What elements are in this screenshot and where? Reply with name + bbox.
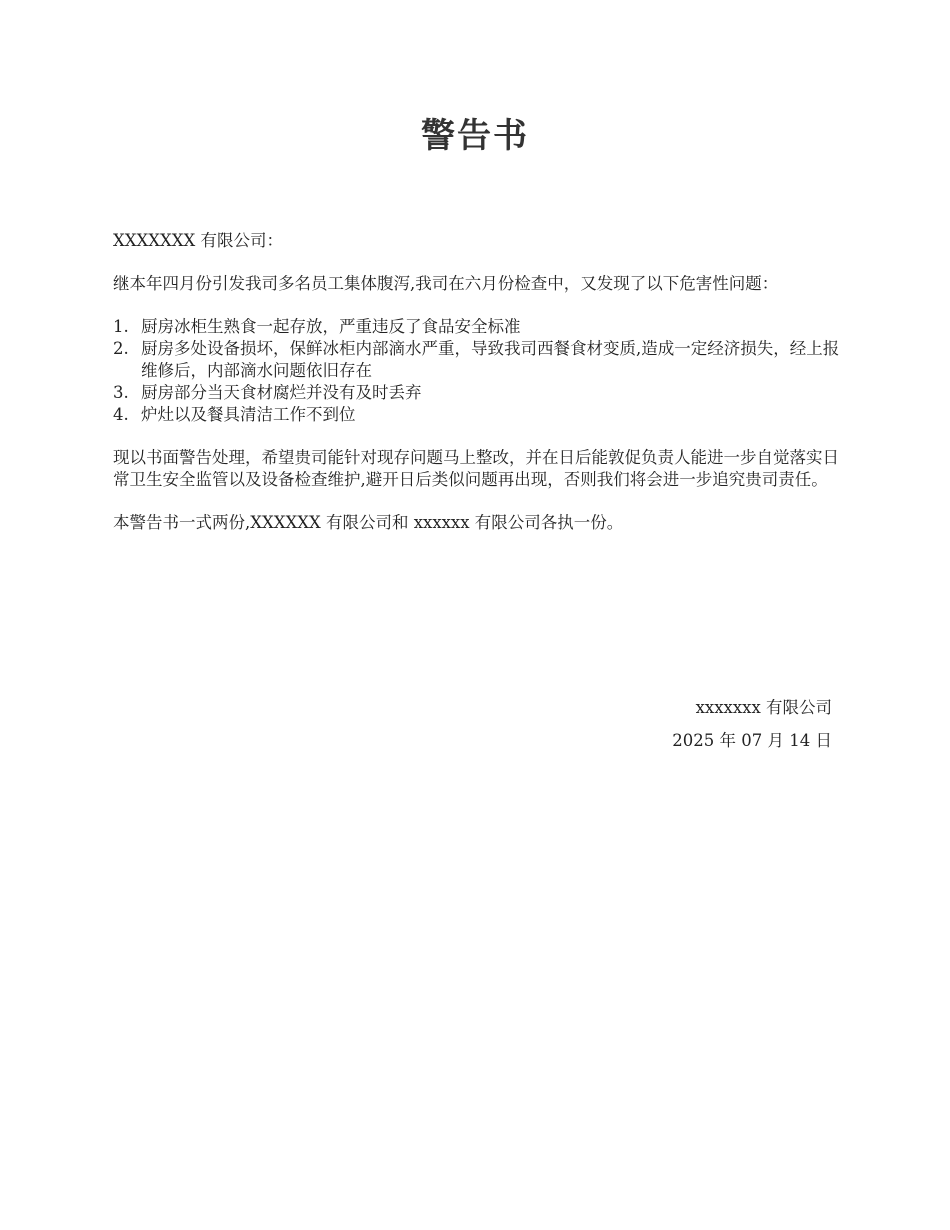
salutation: XXXXXXX 有限公司：	[113, 231, 283, 250]
document-body	[113, 230, 843, 555]
list-item	[113, 404, 843, 426]
intro-paragraph: 继本年四月份引发我司多名员工集体腹泻,我司在六月份检查中，又发现了以下危害性问题：	[113, 274, 779, 293]
copies-paragraph: 本警告书一式两份,XXXXXX 有限公司和 xxxxxx 有限公司各执一份。	[113, 513, 624, 532]
list-item-number: 3.	[113, 383, 129, 402]
list-item-number: 2.	[113, 339, 129, 358]
list-item-number: 1.	[113, 317, 129, 336]
list-item-number: 4.	[113, 405, 129, 424]
list-item	[113, 316, 843, 338]
warning-paragraph: 现以书面警告处理，希望贵司能针对现存问题马上整改，并在日后能敦促负责人能进一步自觉落实日常卫生安全监管以及设备检查维护,避开日后类似问题再出现，否则我们将会进一步追究贵司责任。	[113, 448, 839, 489]
signature-block	[672, 697, 832, 752]
document-title: 警告书	[421, 116, 529, 156]
list-item	[113, 338, 843, 382]
list-item-text: 厨房冰柜生熟食一起存放，严重违反了食品安全标准	[141, 317, 521, 336]
list-item	[113, 382, 843, 404]
signature-date: 2025 年 07 月 14 日	[672, 731, 832, 750]
signature-company: xxxxxxx 有限公司	[695, 698, 832, 717]
list-item-text: 厨房部分当天食材腐烂并没有及时丢弃	[141, 383, 422, 402]
list-item-text: 厨房多处设备损坏，保鲜冰柜内部滴水严重，导致我司西餐食材变质,造成一定经济损失，经上报维修后，内部滴水问题依旧存在	[141, 339, 840, 380]
list-item-text: 炉灶以及餐具清洁工作不到位	[141, 405, 356, 424]
issue-list	[113, 316, 843, 426]
